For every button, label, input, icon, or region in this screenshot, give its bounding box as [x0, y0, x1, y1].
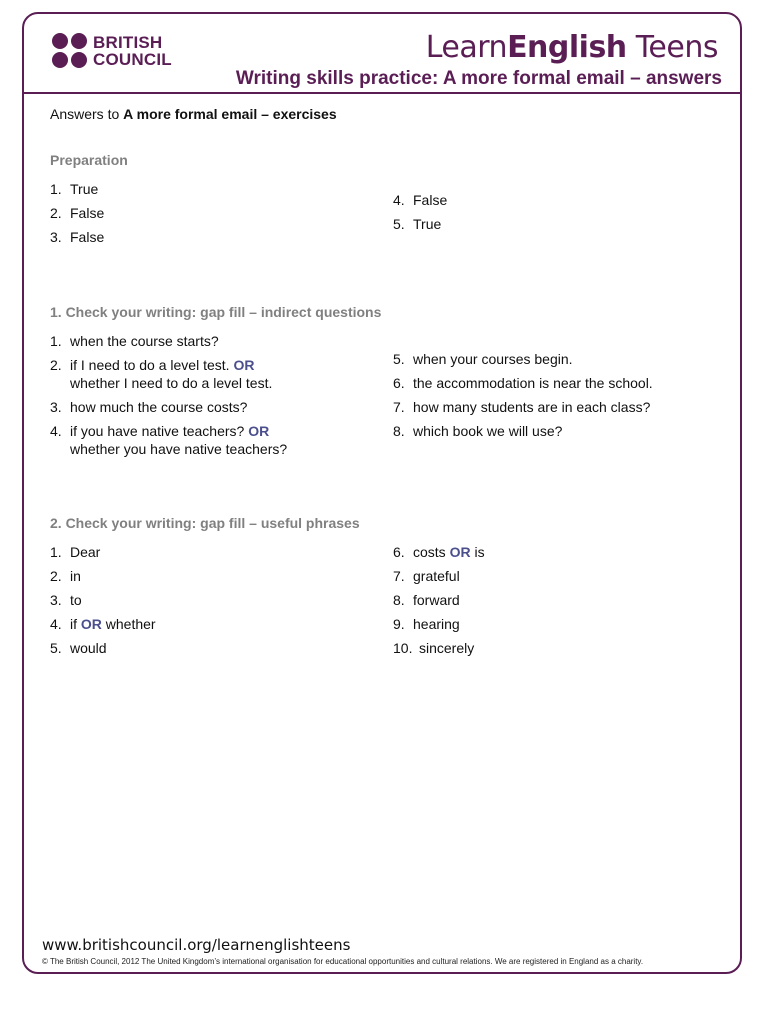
list-item: 4. if you have native teachers? OR whether you have native teachers? [50, 423, 288, 457]
footer-copyright: © The British Council, 2012 The United Kingdom’s international organisation for educational opportunities and cultural relations. We are registered in England as a charity. [42, 957, 644, 966]
list-item: 10. sincerely [393, 640, 475, 656]
list-item: 8. which book we will use? [393, 423, 563, 439]
british-council-logo-text: BRITISH COUNCIL [93, 33, 172, 69]
list-item: 6. costs OR is [393, 544, 485, 560]
page-frame [22, 12, 742, 974]
section-title-preparation: Preparation [50, 152, 128, 168]
list-item: 5. when your courses begin. [393, 351, 573, 367]
indirect-right-column [393, 350, 653, 446]
list-item: 4. False [393, 192, 448, 208]
list-item: 2. in [50, 568, 81, 584]
page-title: Writing skills practice: A more formal email – answers [235, 68, 722, 89]
learnenglish-teens-logo: LearnEnglish Teens [425, 30, 718, 65]
footer-url: www.britishcouncil.org/learnenglishteens [42, 936, 351, 954]
list-item: 3. False [50, 229, 105, 245]
list-item: 5. would [50, 640, 107, 656]
intro-line: Answers to A more formal email – exercises [50, 106, 337, 122]
phrases-right-column [393, 543, 485, 663]
list-item: 5. True [393, 216, 442, 232]
list-item: 1. when the course starts? [50, 333, 219, 349]
list-item: 1. Dear [50, 544, 101, 560]
phrases-left-column [50, 543, 156, 663]
section-title-indirect-questions: 1. Check your writing: gap fill – indirect questions [50, 304, 382, 320]
list-item: 1. True [50, 181, 99, 197]
section-title-useful-phrases: 2. Check your writing: gap fill – useful phrases [50, 515, 360, 531]
list-item: 7. grateful [393, 568, 460, 584]
list-item: 3. to [50, 592, 82, 608]
list-item: 6. the accommodation is near the school. [393, 375, 653, 391]
preparation-left-column [50, 180, 104, 252]
list-item: 3. how much the course costs? [50, 399, 248, 415]
preparation-right-column [393, 191, 447, 239]
list-item: 7. how many students are in each class? [393, 399, 651, 415]
list-item: 4. if OR whether [50, 616, 156, 632]
header-divider [22, 92, 742, 94]
british-council-logo-icon [52, 33, 92, 69]
list-item: 8. forward [393, 592, 460, 608]
list-item: 2. False [50, 205, 105, 221]
list-item: 2. if I need to do a level test. OR whether I need to do a level test. [50, 357, 273, 391]
list-item: 9. hearing [393, 616, 460, 632]
indirect-left-column [50, 332, 287, 464]
